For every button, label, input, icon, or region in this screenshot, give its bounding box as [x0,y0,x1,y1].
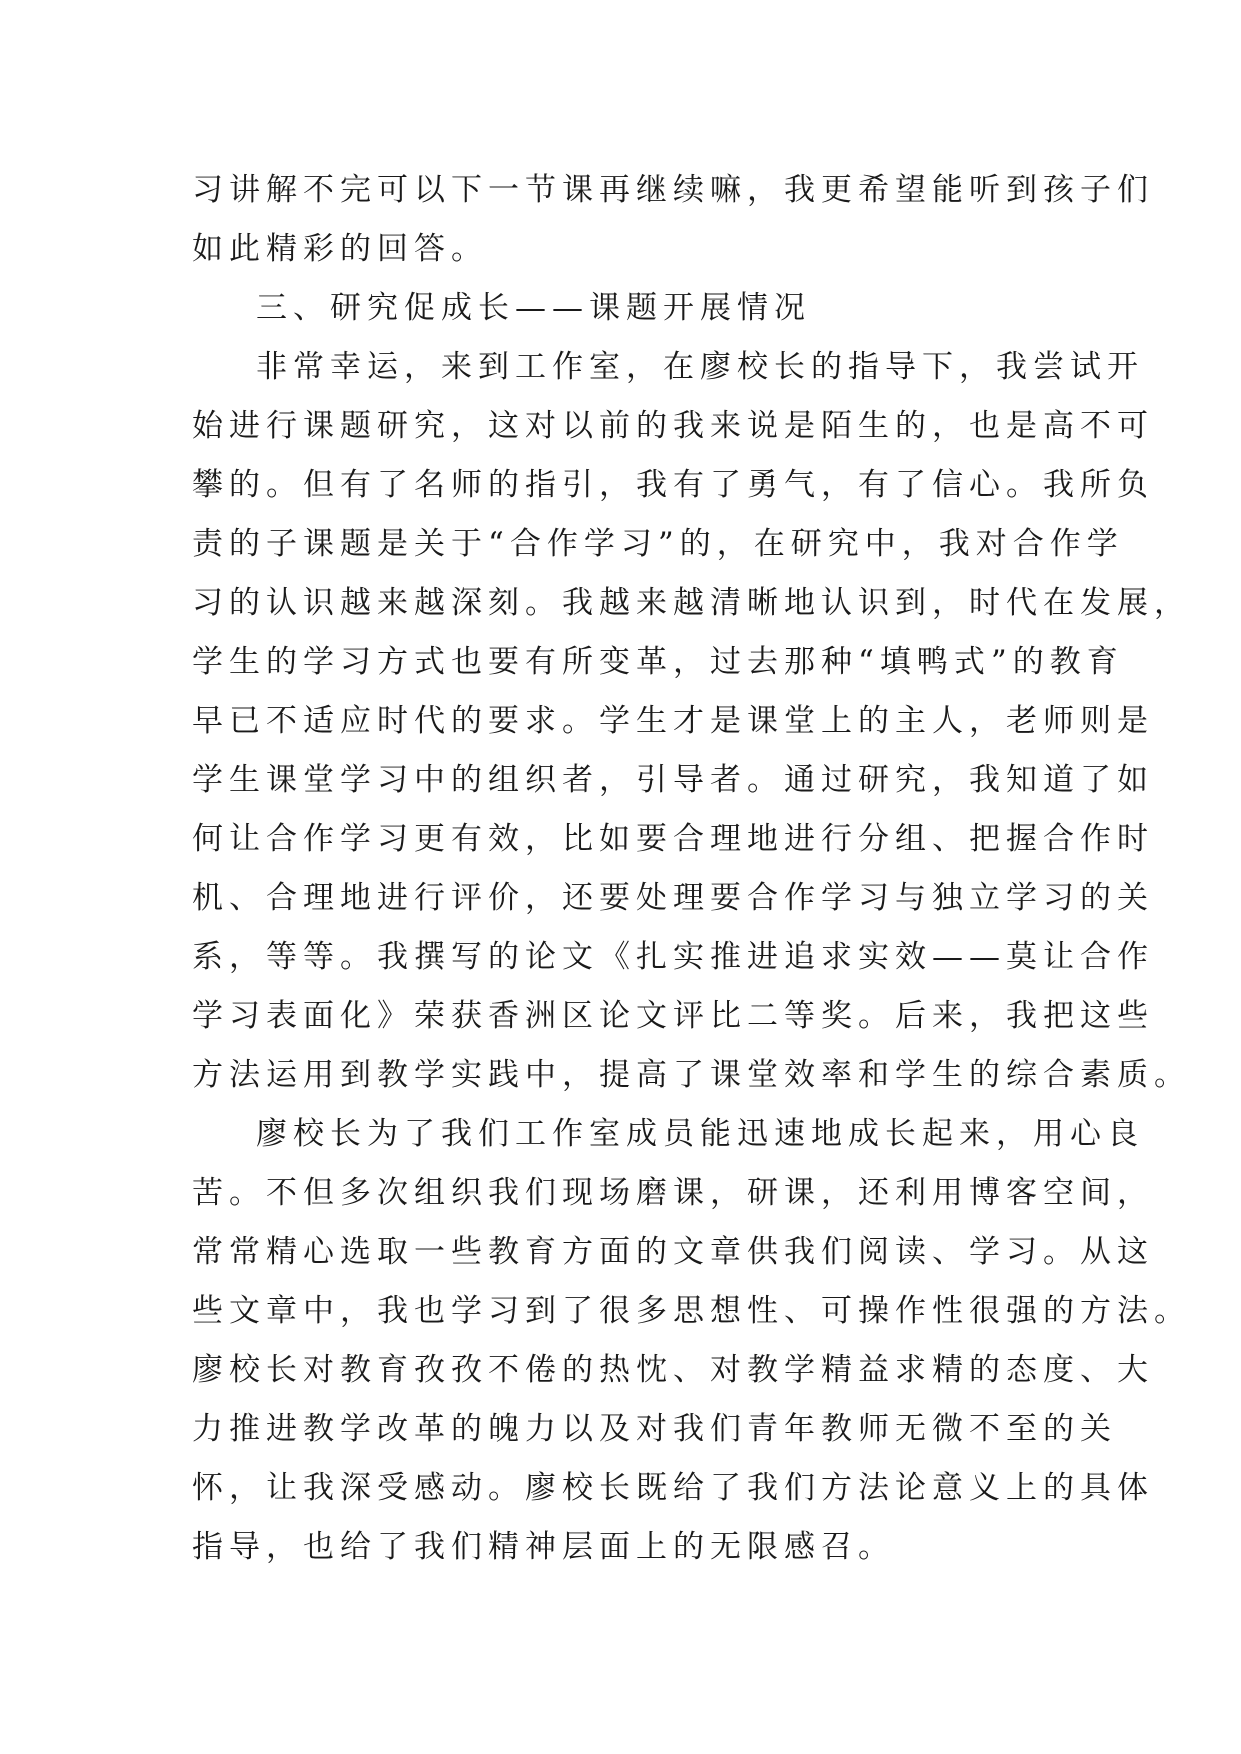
text-line: 非常幸运，来到工作室，在廖校长的指导下，我尝试开 [256,349,1144,385]
text-line: 早已不适应时代的要求。学生才是课堂上的主人，老师则是 [192,703,1154,739]
text-line: 如此精彩的回答。 [192,231,488,267]
text-line: 系，等等。我撰写的论文《扎实推进追求实效——莫让合作 [192,939,1154,975]
text-line: 廖校长对教育孜孜不倦的热忱、对教学精益求精的态度、大 [192,1352,1154,1388]
text-line: 何让合作学习更有效，比如要合理地进行分组、把握合作时 [192,821,1154,857]
text-line: 廖校长为了我们工作室成员能迅速地成长起来，用心良 [256,1116,1144,1152]
text-line: 责的子课题是关于“合作学习”的，在研究中，我对合作学 [192,526,1124,562]
text-line: 常常精心选取一些教育方面的文章供我们阅读、学习。从这 [192,1234,1154,1270]
text-line: 学生课堂学习中的组织者，引导者。通过研究，我知道了如 [192,762,1154,798]
document-body [192,161,1191,1577]
text-line: 习讲解不完可以下一节课再继续嘛，我更希望能听到孩子们 [192,172,1154,208]
text-line: 习的认识越来越深刻。我越来越清晰地认识到，时代在发展， [192,585,1191,621]
text-line: 些文章中，我也学习到了很多思想性、可操作性很强的方法。 [192,1293,1191,1329]
text-line: 方法运用到教学实践中，提高了课堂效率和学生的综合素质。 [192,1057,1191,1093]
text-line: 攀的。但有了名师的指引，我有了勇气，有了信心。我所负 [192,467,1154,503]
text-line: 始进行课题研究，这对以前的我来说是陌生的，也是高不可 [192,408,1154,444]
text-line: 指导，也给了我们精神层面上的无限感召。 [192,1529,895,1565]
text-line: 苦。不但多次组织我们现场磨课，研课，还利用博客空间， [192,1175,1154,1211]
text-line: 机、合理地进行评价，还要处理要合作学习与独立学习的关 [192,880,1154,916]
text-line: 学生的学习方式也要有所变革，过去那种“填鸭式”的教育 [192,644,1124,680]
text-line: 力推进教学改革的魄力以及对我们青年教师无微不至的关 [192,1411,1117,1447]
text-line: 学习表面化》荣获香洲区论文评比二等奖。后来，我把这些 [192,998,1154,1034]
text-line: 怀，让我深受感动。廖校长既给了我们方法论意义上的具体 [192,1470,1154,1506]
section-heading: 三、研究促成长——课题开展情况 [256,290,811,326]
